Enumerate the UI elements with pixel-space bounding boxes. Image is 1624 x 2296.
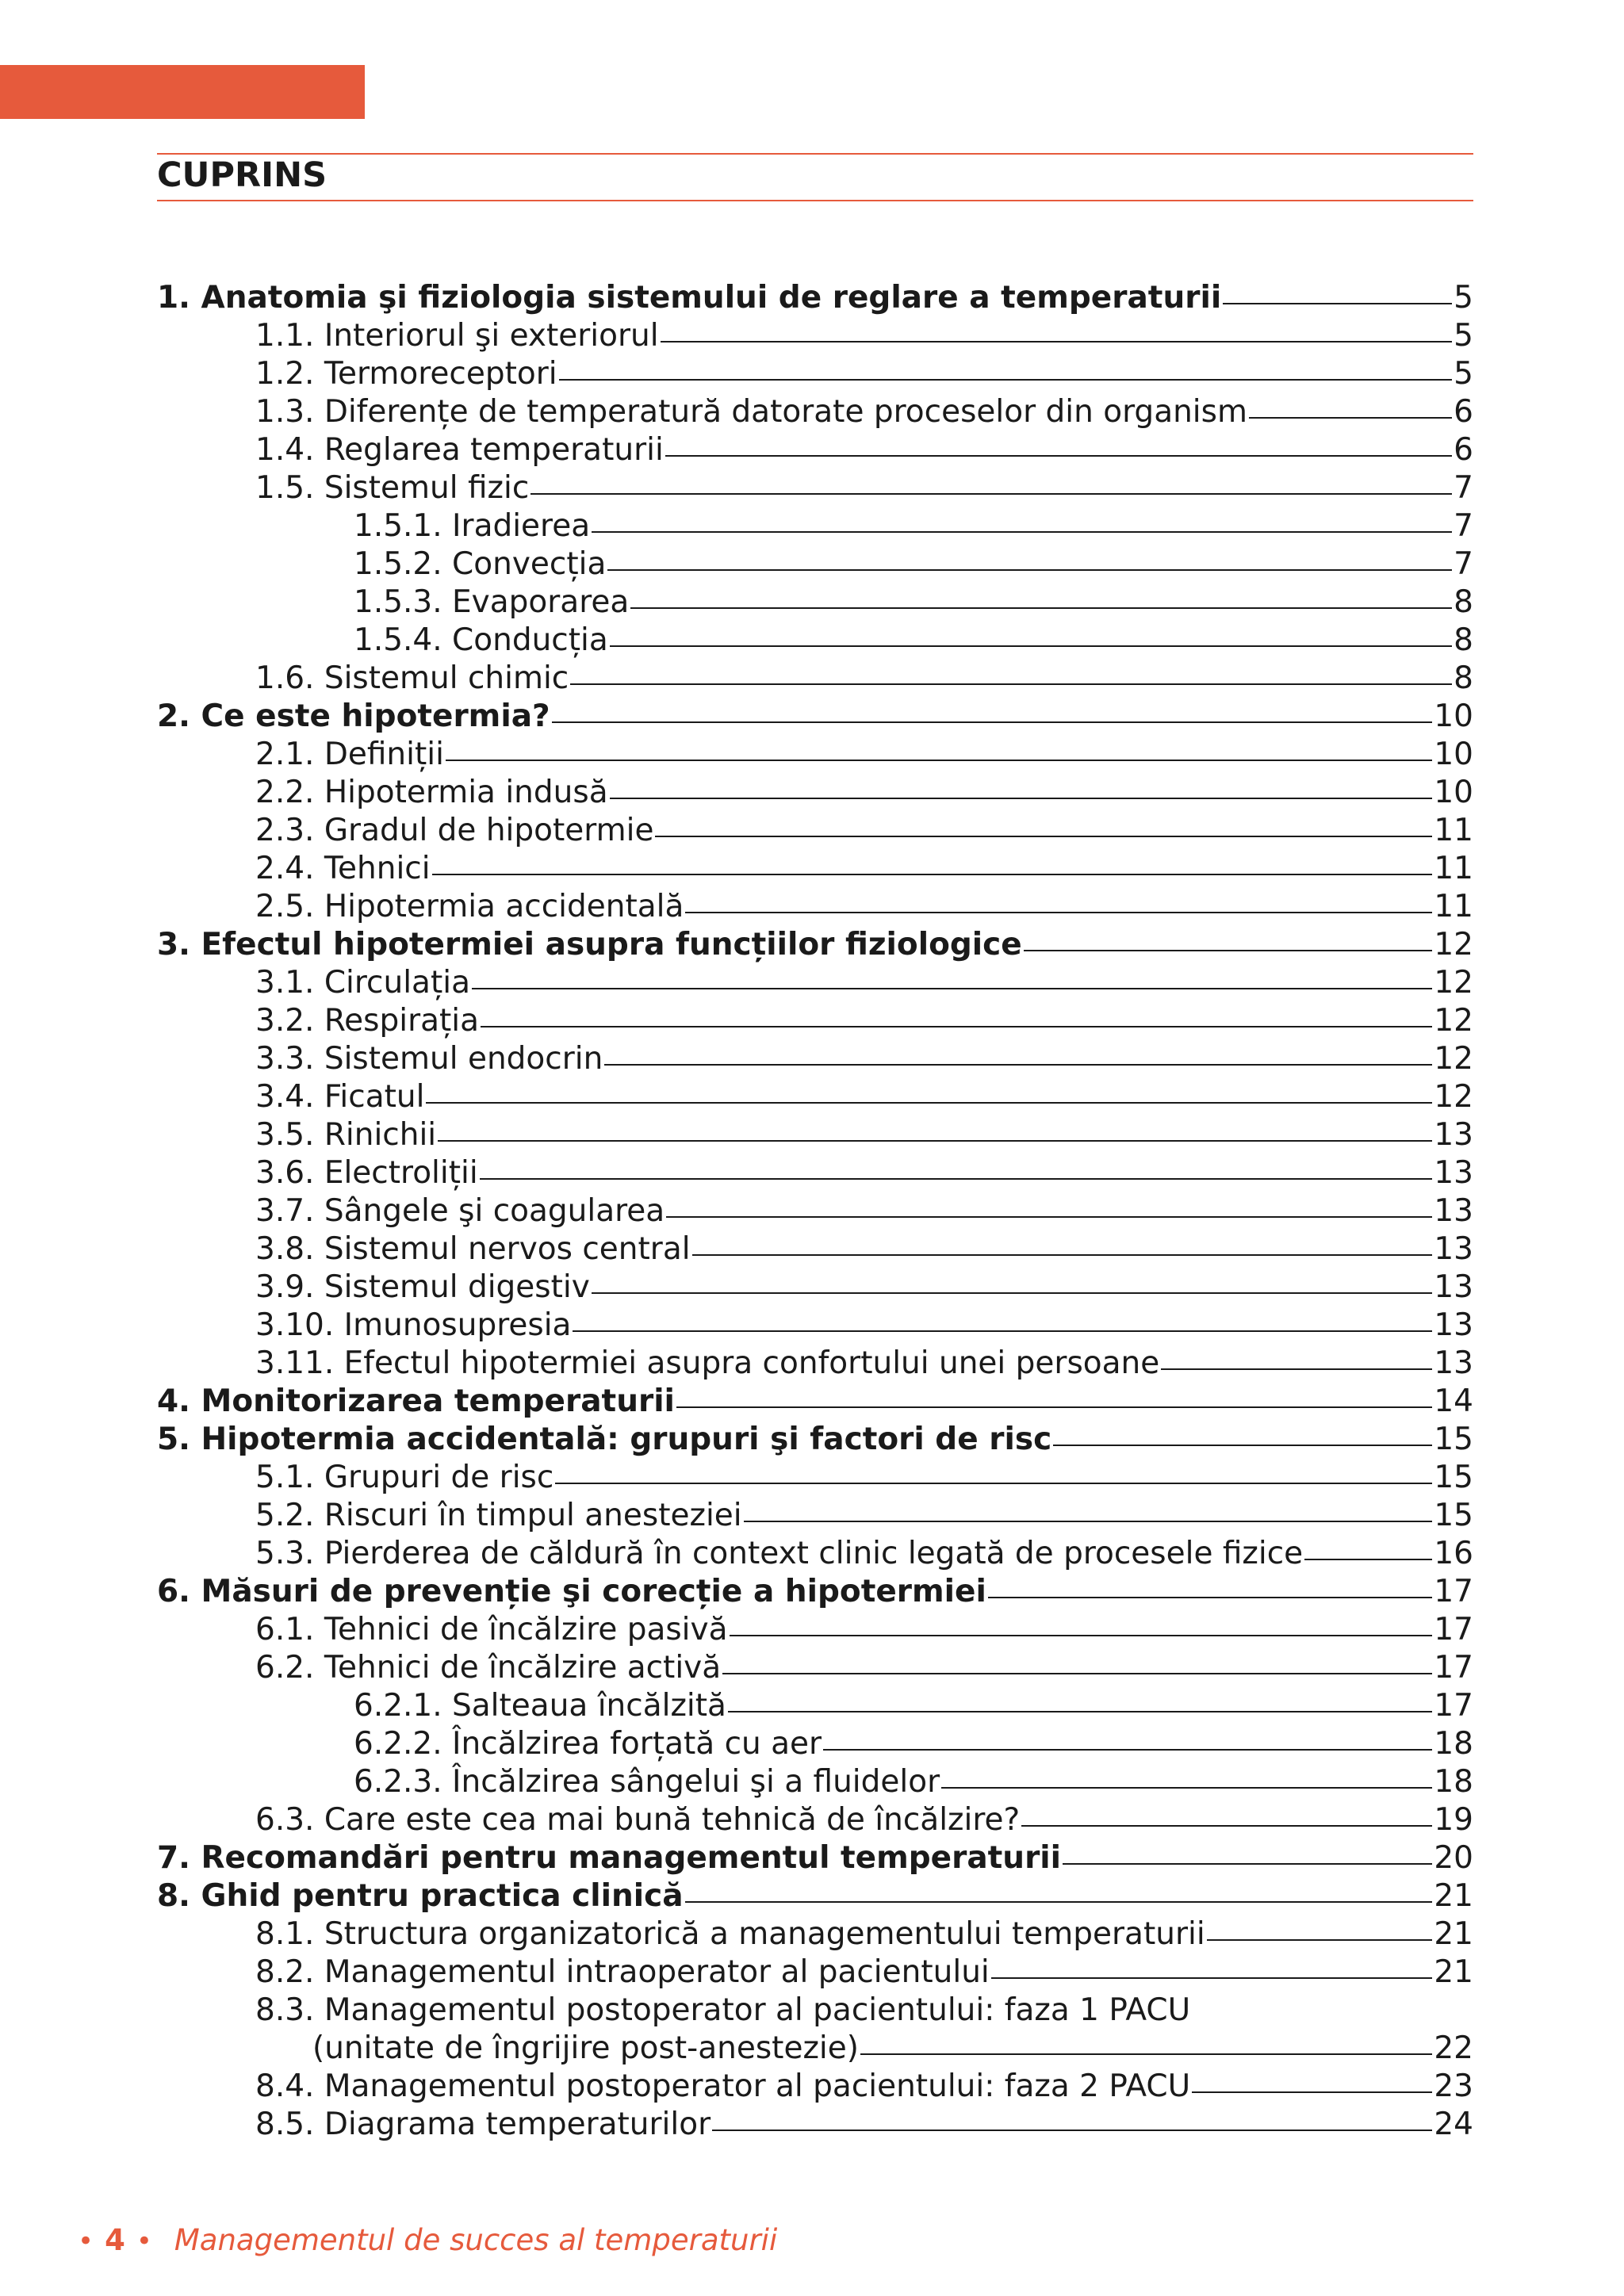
toc-leader-line [728,1711,1432,1712]
toc-leader-line [712,2130,1432,2131]
toc-page-number: 21 [1434,1954,1473,1990]
toc-entry-title: 4. Monitorizarea temperaturii [157,1383,675,1419]
toc-page-number: 10 [1434,775,1473,810]
toc-page-number: 8 [1454,660,1473,696]
toc-page-number: 18 [1434,1764,1473,1800]
toc-entry-title: 1.2. Termoreceptori [255,356,557,392]
toc-leader-line [570,683,1452,685]
toc-leader-line [432,874,1433,875]
toc-leader-line [722,1673,1432,1674]
toc-entry-title: 5.1. Grupuri de risc [255,1460,554,1495]
toc-page-number: 13 [1434,1155,1473,1191]
toc-entry-title: 3. Efectul hipotermiei asupra funcțiilor fiziologice [157,927,1022,962]
toc-entry [157,964,1473,1002]
toc-page-number: 13 [1434,1117,1473,1153]
toc-leader-line [823,1749,1432,1751]
toc-entry [157,1763,1473,1801]
toc-entry [157,1345,1473,1383]
table-of-contents [157,279,1473,2144]
toc-leader-line [552,721,1433,723]
toc-leader-line [1249,417,1452,419]
toc-entry-title: (unitate de îngrijire post-anestezie) [312,2030,859,2066]
toc-entry [157,1269,1473,1307]
toc-leader-line [941,1787,1432,1789]
toc-leader-line [426,1102,1432,1104]
toc-page-number: 21 [1434,1878,1473,1914]
toc-entry [157,1725,1473,1763]
toc-leader-line [480,1178,1433,1180]
toc-entry [157,1801,1473,1839]
toc-entry-title: 3.2. Respirația [255,1003,480,1039]
toc-leader-line [744,1521,1433,1522]
toc-leader-line [604,1064,1432,1066]
toc-leader-line [1053,1445,1432,1446]
toc-entry [157,545,1473,584]
toc-page-number: 10 [1434,737,1473,772]
toc-page-number: 8 [1454,622,1473,658]
toc-entry [157,660,1473,698]
toc-page-number: 13 [1434,1269,1473,1305]
toc-page-number: 21 [1434,1916,1473,1952]
toc-leader-line [573,1330,1432,1332]
toc-entry-title: 5.3. Pierderea de căldură în context clinic legată de procesele fizice [255,1536,1304,1571]
toc-entry-title: 2.4. Tehnici [255,851,431,886]
toc-entry [157,1230,1473,1269]
toc-leader-line [1161,1368,1432,1370]
toc-entry-title: 2. Ce este hipotermia? [157,698,550,734]
toc-entry-title: 1.6. Sistemul chimic [255,660,569,696]
toc-entry [157,1573,1473,1611]
toc-page-number: 13 [1434,1231,1473,1267]
toc-leader-line [676,1406,1432,1408]
toc-page-number: 24 [1434,2107,1473,2142]
toc-page-number: 11 [1434,813,1473,848]
toc-entry-title: 3.9. Sistemul digestiv [255,1269,590,1305]
toc-leader-line [1223,303,1452,304]
toc-page-number: 8 [1454,584,1473,620]
toc-leader-line [438,1140,1432,1142]
toc-entry-title: 1.3. Diferențe de temperatură datorate proceselor din organism [255,394,1247,430]
toc-leader-line [730,1635,1433,1636]
toc-entry [157,507,1473,545]
toc-page-number: 20 [1434,1840,1473,1876]
toc-entry-title: 3.10. Imunosupresia [255,1307,572,1343]
toc-entry [157,1154,1473,1192]
toc-entry [157,812,1473,850]
toc-entry-title: 6.1. Tehnici de încălzire pasivă [255,1612,728,1647]
toc-page-number: 17 [1434,1688,1473,1724]
toc-entry-title: 6. Măsuri de prevenție şi corecție a hipotermiei [157,1574,986,1609]
toc-entry [157,317,1473,355]
toc-page-number: 10 [1434,698,1473,734]
toc-entry [157,926,1473,964]
toc-entry-title: 1.5.4. Conducția [354,622,608,658]
toc-page-number: 5 [1454,356,1473,392]
toc-entry [157,1687,1473,1725]
toc-entry [157,1839,1473,1877]
toc-entry [157,393,1473,431]
toc-entry-title: 8.4. Managementul postoperator al pacientului: faza 2 PACU [255,2068,1191,2104]
toc-entry [157,1383,1473,1421]
toc-leader-line [991,1977,1433,1979]
toc-leader-line [610,798,1433,799]
toc-entry-title: 2.1. Definiții [255,737,444,772]
toc-page-number: 13 [1434,1345,1473,1381]
toc-page-number: 5 [1454,280,1473,316]
toc-leader-line [446,760,1432,761]
toc-entry-title: 6.2.2. Încălzirea forțată cu aer [354,1726,822,1762]
toc-page-number: 15 [1434,1498,1473,1533]
toc-leader-line [630,607,1452,609]
footer-bullet-left: • [78,2225,94,2257]
toc-entry-title: 2.2. Hipotermia indusă [255,775,608,810]
toc-page-number: 7 [1454,546,1473,582]
toc-page-number: 12 [1434,1041,1473,1077]
toc-leader-line [1021,1825,1432,1827]
toc-entry [157,431,1473,469]
toc-entry-title: 2.5. Hipotermia accidentală [255,889,684,924]
toc-entry-title: 8.1. Structura organizatorică a managementului temperaturii [255,1916,1205,1952]
toc-entry [157,1421,1473,1459]
toc-entry-title: 1.5.2. Convecția [354,546,607,582]
toc-entry-title: 3.3. Sistemul endocrin [255,1041,603,1077]
toc-leader-line [685,912,1432,913]
toc-page-number: 16 [1434,1536,1473,1571]
toc-page-number: 15 [1434,1422,1473,1457]
toc-entry [157,1649,1473,1687]
toc-entry-title: 5. Hipotermia accidentală: grupuri şi factori de risc [157,1422,1052,1457]
toc-entry [157,1192,1473,1230]
toc-entry [157,1915,1473,1954]
toc-entry-title: 3.5. Rinichii [255,1117,437,1153]
toc-entry-title: 1.5.1. Iradierea [354,508,591,544]
toc-entry [157,1877,1473,1915]
toc-entry [157,1116,1473,1154]
toc-page-number: 17 [1434,1650,1473,1686]
toc-entry-title: 3.7. Sângele şi coagularea [255,1193,665,1229]
toc-page-number: 5 [1454,318,1473,354]
toc-leader-line [1207,1939,1433,1941]
toc-page-number: 7 [1454,508,1473,544]
toc-leader-line [661,341,1453,342]
toc-leader-line [1192,2091,1432,2093]
toc-page-number: 12 [1434,1079,1473,1115]
toc-entry [157,1497,1473,1535]
toc-entry [157,736,1473,774]
toc-entry-title: 6.2. Tehnici de încălzire activă [255,1650,722,1686]
toc-entry [157,279,1473,317]
toc-entry-title: 1.4. Reglarea temperaturii [255,432,664,468]
toc-leader-line [610,645,1452,647]
toc-entry [157,584,1473,622]
toc-leader-line [530,493,1452,495]
toc-entry [157,469,1473,507]
toc-entry [157,1002,1473,1040]
toc-page-number: 22 [1434,2030,1473,2066]
toc-entry [157,1040,1473,1078]
toc-entry-title: 5.2. Riscuri în timpul anesteziei [255,1498,742,1533]
toc-entry [157,622,1473,660]
toc-leader-line [685,1901,1433,1903]
toc-entry-title: 8.3. Managementul postoperator al pacientului: faza 1 PACU [255,1992,1191,2028]
toc-page-number: 12 [1434,927,1473,962]
toc-leader-line [1024,950,1433,951]
toc-leader-line [1063,1863,1432,1865]
toc-page-number: 12 [1434,1003,1473,1039]
header-accent-band [0,65,365,119]
toc-entry [157,2030,1473,2068]
toc-entry-title: 2.3. Gradul de hipotermie [255,813,654,848]
toc-entry-title: 6.3. Care este cea mai bună tehnică de încălzire? [255,1802,1021,1838]
toc-page-number: 15 [1434,1460,1473,1495]
toc-entry-title: 8.5. Diagrama temperaturilor [255,2107,711,2142]
toc-page-number: 12 [1434,965,1473,1001]
toc-entry [157,698,1473,736]
toc-page-number: 14 [1434,1383,1473,1419]
toc-leader-line [592,1292,1433,1294]
footer-page-number: 4 [105,2223,125,2257]
toc-page-number: 13 [1434,1307,1473,1343]
toc-leader-line [692,1254,1433,1256]
toc-page-number: 11 [1434,889,1473,924]
toc-entry [157,2068,1473,2106]
toc-leader-line [472,988,1432,989]
toc-entry-title: 1.1. Interiorul şi exteriorul [255,318,659,354]
toc-entry [157,1954,1473,1992]
toc-page-number: 13 [1434,1193,1473,1229]
toc-entry-title: 1.5. Sistemul fizic [255,470,530,506]
toc-entry-title: 3.8. Sistemul nervos central [255,1231,691,1267]
footer-book-title: Managementul de succes al temperaturii [174,2223,778,2257]
toc-leader-line [481,1026,1432,1027]
toc-entry-title: 6.2.1. Salteaua încălzită [354,1688,726,1724]
toc-leader-line [1304,1559,1432,1560]
toc-entry [157,850,1473,888]
toc-entry-title: 3.11. Efectul hipotermiei asupra confortului unei persoane [255,1345,1160,1381]
toc-entry [157,1992,1473,2030]
toc-entry-title: 6.2.3. Încălzirea sângelui şi a fluidelor [354,1764,940,1800]
toc-entry-title: 7. Recomandări pentru managementul temperaturii [157,1840,1062,1876]
toc-page-number: 17 [1434,1574,1473,1609]
toc-page-number: 7 [1454,470,1473,506]
toc-leader-line [666,1216,1432,1218]
toc-entry-title: 3.4. Ficatul [255,1079,425,1115]
toc-entry-title: 1. Anatomia şi fiziologia sistemului de reglare a temperaturii [157,280,1222,316]
toc-entry-title: 3.6. Electroliții [255,1155,478,1191]
toc-entry [157,1535,1473,1573]
toc-page-number: 23 [1434,2068,1473,2104]
toc-page-number: 17 [1434,1612,1473,1647]
footer-bullet-right: • [136,2225,152,2257]
toc-entry [157,355,1473,393]
toc-leader-line [665,455,1452,457]
toc-entry [157,1611,1473,1649]
toc-entry [157,1459,1473,1497]
toc-leader-line [559,379,1453,381]
toc-entry [157,774,1473,812]
toc-entry-title: 8.2. Managementul intraoperator al pacientului [255,1954,990,1990]
heading-rule-bottom [157,200,1473,201]
page-footer [78,2223,777,2257]
toc-entry [157,2106,1473,2144]
toc-leader-line [607,569,1452,571]
toc-entry-title: 8. Ghid pentru practica clinică [157,1878,684,1914]
toc-page-number: 6 [1454,394,1473,430]
page-title: CUPRINS [157,155,327,195]
toc-leader-line [860,2053,1432,2055]
toc-page-number: 11 [1434,851,1473,886]
heading-rule-top [157,153,1473,155]
toc-page-number: 6 [1454,432,1473,468]
toc-entry-title: 1.5.3. Evaporarea [354,584,630,620]
toc-leader-line [988,1597,1433,1598]
toc-leader-line [555,1483,1432,1484]
toc-leader-line [592,531,1452,533]
toc-entry [157,888,1473,926]
toc-entry [157,1078,1473,1116]
toc-leader-line [655,836,1432,837]
toc-page-number: 18 [1434,1726,1473,1762]
toc-page-number: 19 [1434,1802,1473,1838]
toc-entry-title: 3.1. Circulația [255,965,470,1001]
toc-entry [157,1307,1473,1345]
